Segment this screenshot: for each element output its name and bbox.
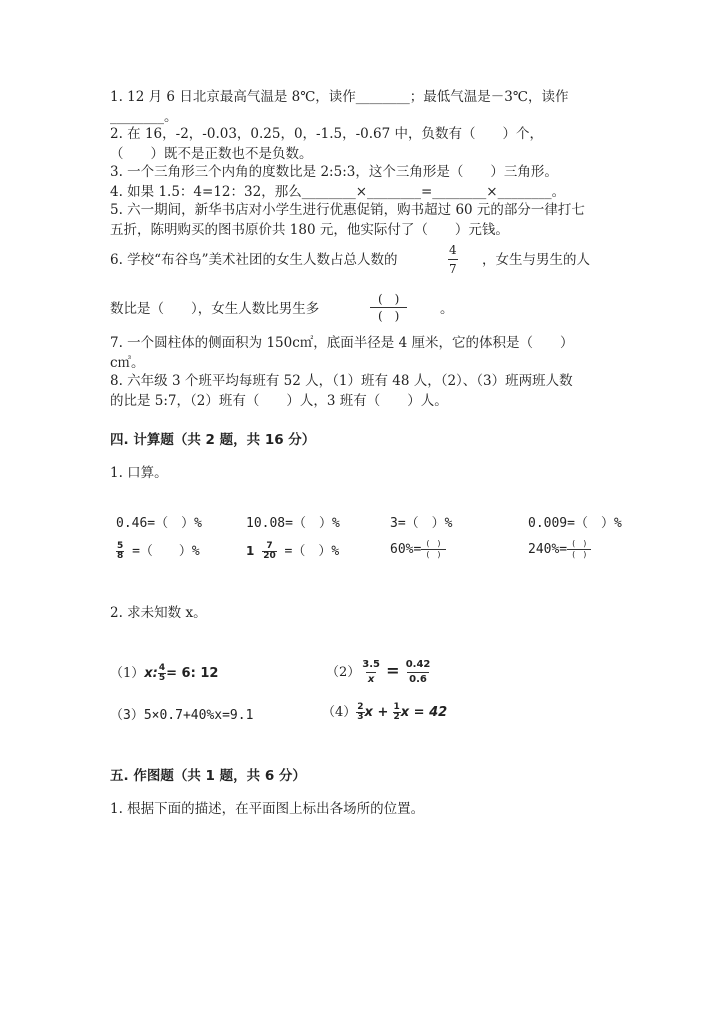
section4-sub1: 1. 口算。 [110,465,168,481]
eq2-equals: = [386,661,400,680]
calc-r2-d-left: 240%= [528,542,568,557]
q3: 3. 一个三角形三个内角的度数比是 2:5:3，这个三角形是（ ）三角形。 [110,164,558,180]
section5-title: 五. 作图题（共 1 题，共 6 分） [110,768,306,784]
eq2-num2: 0.42 [405,659,431,670]
calc-r2-a-den: 8 [117,551,124,561]
eq1-label: （1） [110,666,145,681]
q6-end: 。 [440,301,454,317]
section5-q1: 1. 根据下面的描述，在平面图上标出各场所的位置。 [110,801,425,817]
calc-r2-b-rest: =（ ）% [276,544,340,559]
calc-r2-d-num: ( ) [572,539,587,548]
eq1 [110,662,218,683]
calc-r2-b-den: 20 [263,551,276,561]
calc-r1-c: 3=（ ）% [390,516,453,531]
eq4-n2: 1 [393,702,400,712]
calc-r2-a-rest: =（ ）% [124,544,200,559]
eq1-num: 4 [158,663,166,673]
eq4-end: x = 42 [400,705,448,720]
q7-line2: c㎥。 [110,355,145,371]
calc-r2-b [246,540,339,561]
eq4-d2: 2 [393,712,400,722]
q6-line2: 数比是（ ），女生人数比男生多 [110,301,320,317]
calc-r2-c-frac [421,540,445,559]
eq2 [326,660,432,685]
q1-line1: 1. 12 月 6 日北京最高气温是 8℃，读作________；最低气温是－3℃，读作 [110,89,569,105]
calc-r2-d [528,540,591,559]
q2-line1: 2. 在 16，-2，-0.03，0.25，0，-1.5，-0.67 中，负数有（ ）个， [110,126,544,142]
eq4-mid: x + [364,705,389,720]
q6-part2: ，女生与男生的人 [482,252,590,268]
calc-r2-d-den: ( ) [567,549,591,559]
q6-fraction [448,244,458,275]
q6-blank-num: ( ) [378,292,400,306]
calc-r1-b: 10.08=（ ）% [246,516,340,531]
eq3: （3）5×0.7+40%x=9.1 [110,708,254,723]
calc-r2-c-den: ( ) [421,549,445,559]
eq4-label: （4） [322,705,357,720]
q5-line1: 5. 六一期间，新华书店对小学生进行优惠促销，购书超过 60 元的部分一律打七 [110,202,585,218]
calc-r2-b-num: 7 [266,541,273,551]
eq2-num1: 3.5 [362,659,380,670]
calc-r1-a: 0.46=（ ）% [116,516,202,531]
eq2-den2: 0.6 [409,674,427,685]
q1-line2: ________。 [110,109,178,125]
calc-r2-a [116,540,200,561]
q6-part1: 6. 学校“布谷鸟”美术社团的女生人数占总人数的 [110,252,398,268]
section4-sub2: 2. 求未知数 x。 [110,605,207,621]
q6-blank-fraction [370,293,407,322]
eq2-frac1 [360,660,382,685]
calc-r2-b-whole: 1 [246,544,255,558]
eq2-label: （2） [326,665,361,680]
eq4-d1: 3 [357,712,364,722]
eq4-n1: 2 [357,702,364,712]
calc-r2-b-frac [262,542,277,561]
calc-r2-d-frac [567,540,591,559]
eq4-frac1 [356,703,364,722]
section4-title: 四. 计算题（共 2 题，共 16 分） [110,432,316,448]
q6-frac-den: 7 [448,259,458,275]
eq1-frac [158,664,166,683]
calc-r2-c-num: ( ) [426,539,441,548]
q5-line2: 五折，陈明购买的图书原价共 180 元，他实际付了（ ）元钱。 [110,222,509,238]
eq1-left: x: [144,666,158,681]
calc-r1-d: 0.009=（ ）% [528,516,622,531]
q7-line1: 7. 一个圆柱体的侧面积为 150c㎡，底面半径是 4 厘米，它的体积是（ ） [110,335,574,351]
eq2-den1: x [367,674,375,685]
q6-blank-den: ( ) [370,307,407,322]
eq2-frac2 [404,660,433,685]
eq1-den: 5 [158,673,166,683]
q2-line2: （ ）既不是正数也不是负数。 [110,146,313,162]
eq1-right: = 6: 12 [166,666,219,681]
q6-frac-num: 4 [449,243,457,257]
calc-r2-a-num: 5 [117,541,124,551]
calc-r2-c-left: 60%= [390,542,422,557]
calc-r2-c [390,540,446,559]
q4: 4. 如果 1.5：4=12：32，那么________×________=________×________。 [110,184,566,200]
q8-line1: 8. 六年级 3 个班平均每班有 52 人，（1）班有 48 人，（2）、（3）班两班人数 [110,373,573,389]
eq4-frac2 [393,703,401,722]
eq4 [322,701,447,722]
q8-line2: 的比是 5:7，（2）班有（ ）人，3 班有（ ）人。 [110,393,448,409]
